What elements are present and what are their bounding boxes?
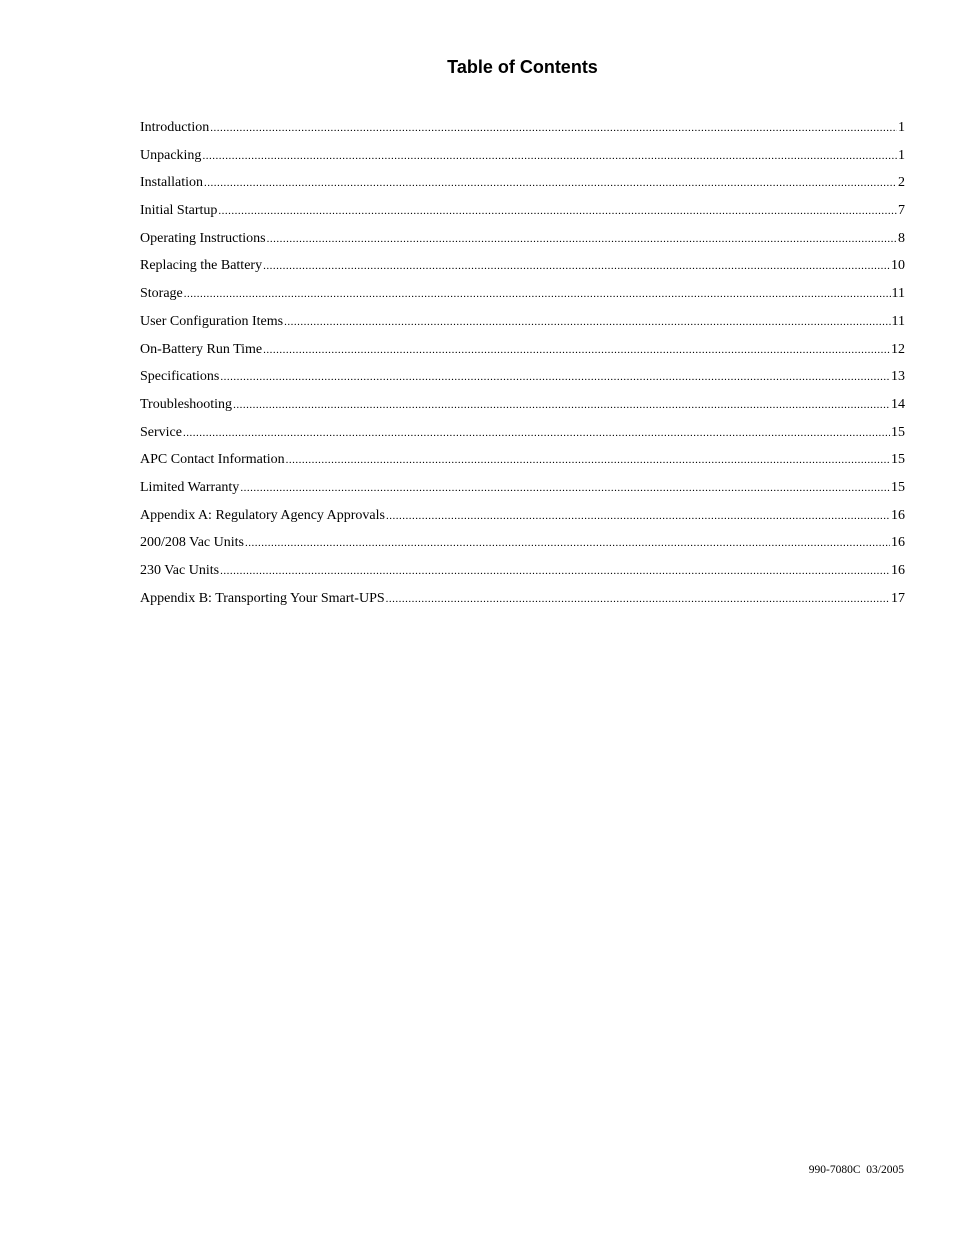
toc-entry-label: Replacing the Battery	[140, 258, 263, 274]
toc-entry-label: Initial Startup	[140, 203, 218, 219]
page-title: Table of Contents	[447, 57, 598, 77]
toc-entry-page: 11	[891, 313, 905, 329]
dot-leader	[218, 199, 897, 223]
toc-entry-label: Unpacking	[140, 147, 202, 163]
toc-entry	[140, 116, 905, 144]
toc-entry	[140, 504, 905, 532]
toc-entry-page: 11	[891, 286, 905, 302]
toc-entry	[140, 338, 905, 366]
toc-entry-page: 16	[891, 507, 905, 523]
toc-entry-label: On-Battery Run Time	[140, 341, 263, 357]
toc-entry-label: APC Contact Information	[140, 452, 285, 468]
toc-entry	[140, 476, 905, 504]
toc-entry	[140, 421, 905, 449]
dot-leader	[386, 587, 890, 611]
toc-entry-label: Storage	[140, 286, 183, 302]
dot-leader	[220, 559, 890, 583]
dot-leader	[245, 531, 890, 555]
document-number-footer: 990-7080C 03/2005	[808, 1164, 904, 1176]
dot-leader	[202, 144, 897, 168]
toc-entry-page: 1	[898, 120, 905, 135]
toc-entry-page: 8	[898, 230, 905, 246]
toc-entry-label: Introduction	[140, 120, 210, 135]
toc-entry	[140, 448, 905, 476]
toc-entry-page: 16	[891, 563, 905, 578]
dot-leader	[183, 421, 890, 445]
toc-entry-label: 230 Vac Units	[140, 563, 220, 578]
dot-leader	[286, 448, 890, 472]
toc-entry-page: 7	[898, 203, 905, 219]
toc-entry-page: 2	[898, 175, 905, 191]
toc-entry-label: User Configuration Items	[140, 313, 284, 329]
toc-entry-label: Appendix A: Regulatory Agency Approvals	[140, 507, 385, 523]
toc-entry	[140, 144, 905, 172]
dot-leader	[263, 254, 890, 278]
toc-entry-label: Service	[140, 424, 182, 440]
toc-entry	[140, 531, 905, 559]
toc-entry	[140, 254, 905, 282]
table-of-contents	[140, 116, 905, 614]
dot-leader	[267, 227, 897, 251]
toc-entry	[140, 559, 905, 587]
toc-entry-page: 14	[891, 396, 905, 412]
dot-leader	[220, 365, 890, 389]
toc-entry-page: 16	[891, 535, 905, 551]
toc-entry-page: 13	[891, 369, 905, 385]
dot-leader	[284, 310, 890, 334]
toc-entry	[140, 199, 905, 227]
toc-entry	[140, 171, 905, 199]
dot-leader	[184, 282, 891, 306]
dot-leader	[233, 393, 890, 417]
toc-entry	[140, 282, 905, 310]
toc-entry-label: Troubleshooting	[140, 396, 233, 412]
toc-entry-label: 200/208 Vac Units	[140, 535, 244, 551]
toc-entry	[140, 310, 905, 338]
toc-entry-page: 12	[891, 341, 905, 357]
toc-entry	[140, 365, 905, 393]
toc-entry-label: Limited Warranty	[140, 479, 240, 495]
toc-entry-label: Specifications	[140, 369, 220, 385]
dot-leader	[210, 116, 897, 140]
toc-entry-page: 10	[891, 258, 905, 274]
toc-entry-page: 15	[891, 424, 905, 440]
toc-entry	[140, 393, 905, 421]
dot-leader	[204, 171, 897, 195]
toc-entry-label: Appendix B: Transporting Your Smart-UPS	[140, 590, 385, 606]
toc-entry-page: 15	[891, 479, 905, 495]
toc-entry-label: Operating Instructions	[140, 230, 266, 246]
toc-entry	[140, 227, 905, 255]
dot-leader	[240, 476, 890, 500]
toc-entry-page: 17	[891, 590, 905, 606]
toc-entry-label: Installation	[140, 175, 203, 191]
toc-entry-page: 15	[891, 452, 905, 468]
toc-entry-page: 1	[898, 147, 905, 163]
toc-entry	[140, 587, 905, 615]
dot-leader	[386, 504, 890, 528]
dot-leader	[263, 338, 890, 362]
